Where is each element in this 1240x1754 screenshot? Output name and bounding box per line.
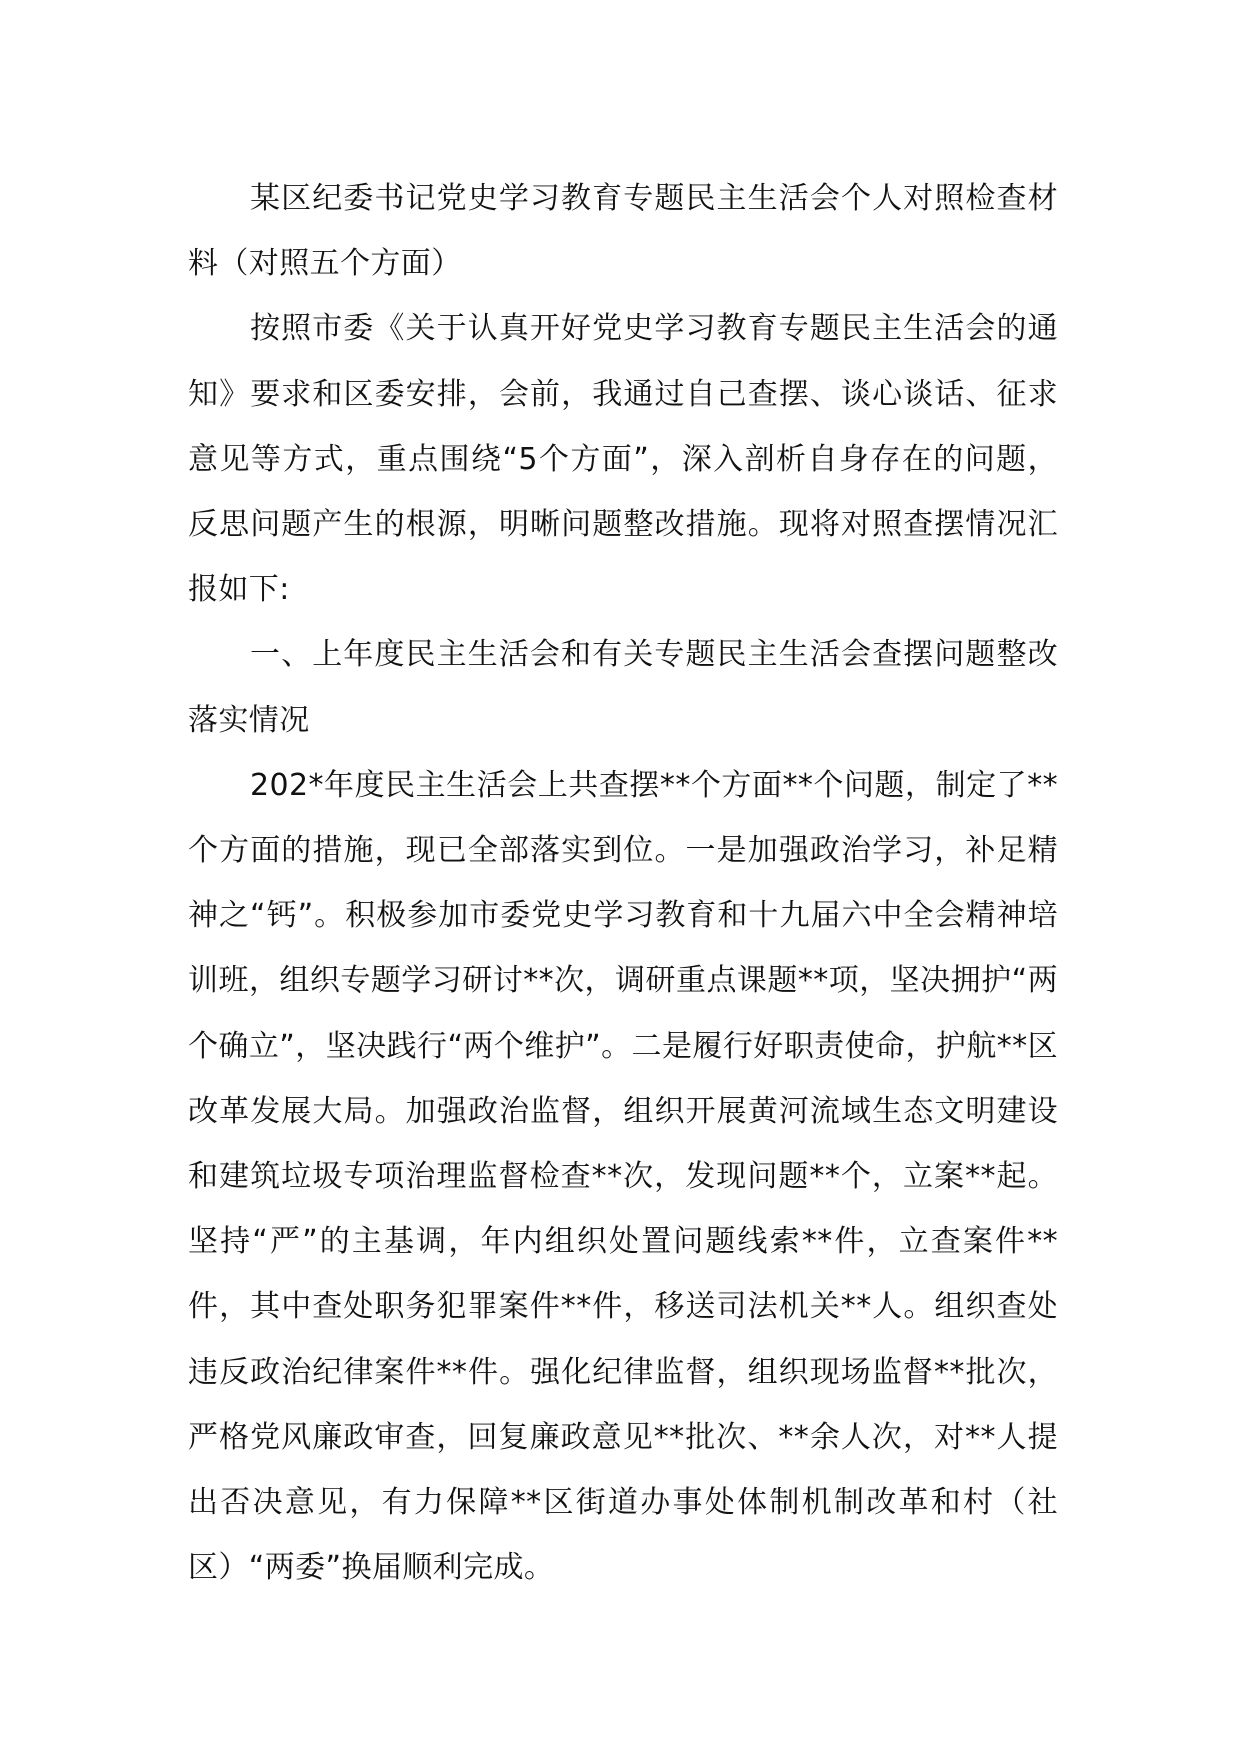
document-title: 某区纪委书记党史学习教育专题民主生活会个人对照检查材料（对照五个方面） bbox=[188, 181, 1058, 282]
section-heading: 一、上年度民主生活会和有关专题民主生活会查摆问题整改落实情况 bbox=[188, 637, 1058, 738]
document-body bbox=[188, 166, 1058, 1600]
section-paragraph: 202*年度民主生活会上共查摆**个方面**个问题，制定了**个方面的措施，现已全部落实到位。一是加强政治学习，补足精神之“钙”。积极参加市委党史学习教育和十九届六中全会精神培训班，组织专题学习研讨**次，调研重点课题**项，坚决拥护“两个确立”，坚决践行“两个维护”。二是履行好职责使命，护航**区改革发展大局。加强政治监督，组织开展黄河流域生态文明建设和建筑垃圾专项治理监督检查**次，发现问题**个，立案**起。坚持“严”的主基调，年内组织处置问题线索**件，立查案件**件，其中查处职务犯罪案件**件，移送司法机关**人。组织查处违反政治纪律案件**件。强化纪律监督，组织现场监督**批次，严格党风廉政审查，回复廉政意见**批次、**余人次，对**人提出否决意见，有力保障**区街道办事处体制机制改革和村（社区）“两委”换届顺利完成。 bbox=[188, 767, 1058, 1586]
intro-paragraph: 按照市委《关于认真开好党史学习教育专题民主生活会的通知》要求和区委安排，会前，我通过自己查摆、谈心谈话、征求意见等方式，重点围绕“5个方面”，深入剖析自身存在的问题，反思问题产生的根源，明晰问题整改措施。现将对照查摆情况汇报如下: bbox=[188, 311, 1058, 608]
